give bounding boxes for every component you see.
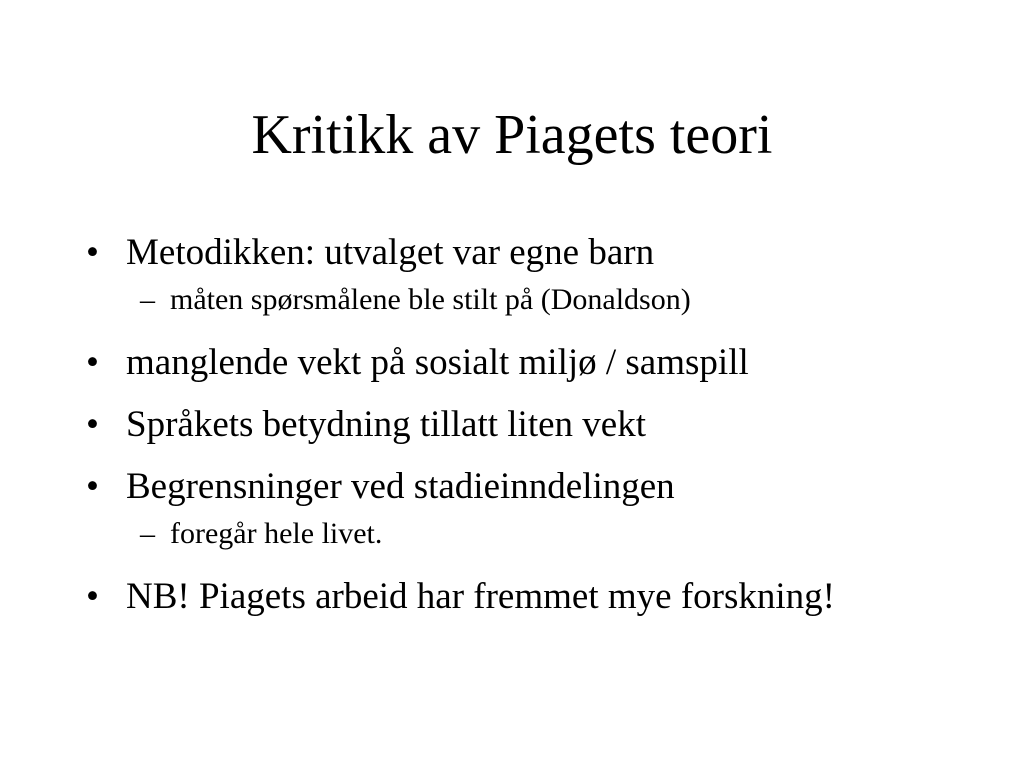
bullet-item-2 (86, 342, 966, 384)
dash-marker: – (140, 283, 155, 316)
bullet-item-5 (86, 576, 846, 618)
sub-bullet-item-2 (86, 516, 966, 552)
bullet-marker: • (86, 576, 99, 617)
sub-bullet-text: foregår hele livet. (170, 517, 383, 550)
bullet-item-3 (86, 404, 966, 446)
bullet-text: NB! Piagets arbeid har fremmet mye forskning! (126, 576, 835, 617)
bullet-marker: • (86, 466, 99, 507)
dash-marker: – (140, 517, 155, 550)
bullet-text: Begrensninger ved stadieinndelingen (126, 466, 675, 507)
bullet-item-1 (86, 232, 966, 274)
bullet-marker: • (86, 404, 99, 445)
bullet-text: manglende vekt på sosialt miljø / samspill (126, 342, 749, 383)
bullet-marker: • (86, 342, 99, 383)
sub-bullet-text: måten spørsmålene ble stilt på (Donaldson) (170, 283, 691, 316)
bullet-text: Metodikken: utvalget var egne barn (126, 232, 655, 273)
bullet-text: Språkets betydning tillatt liten vekt (126, 404, 646, 445)
bullet-item-4 (86, 466, 966, 508)
bullet-list (86, 232, 966, 638)
slide-title: Kritikk av Piagets teori (251, 104, 773, 166)
sub-bullet-item-1 (86, 282, 966, 318)
bullet-marker: • (86, 232, 99, 273)
